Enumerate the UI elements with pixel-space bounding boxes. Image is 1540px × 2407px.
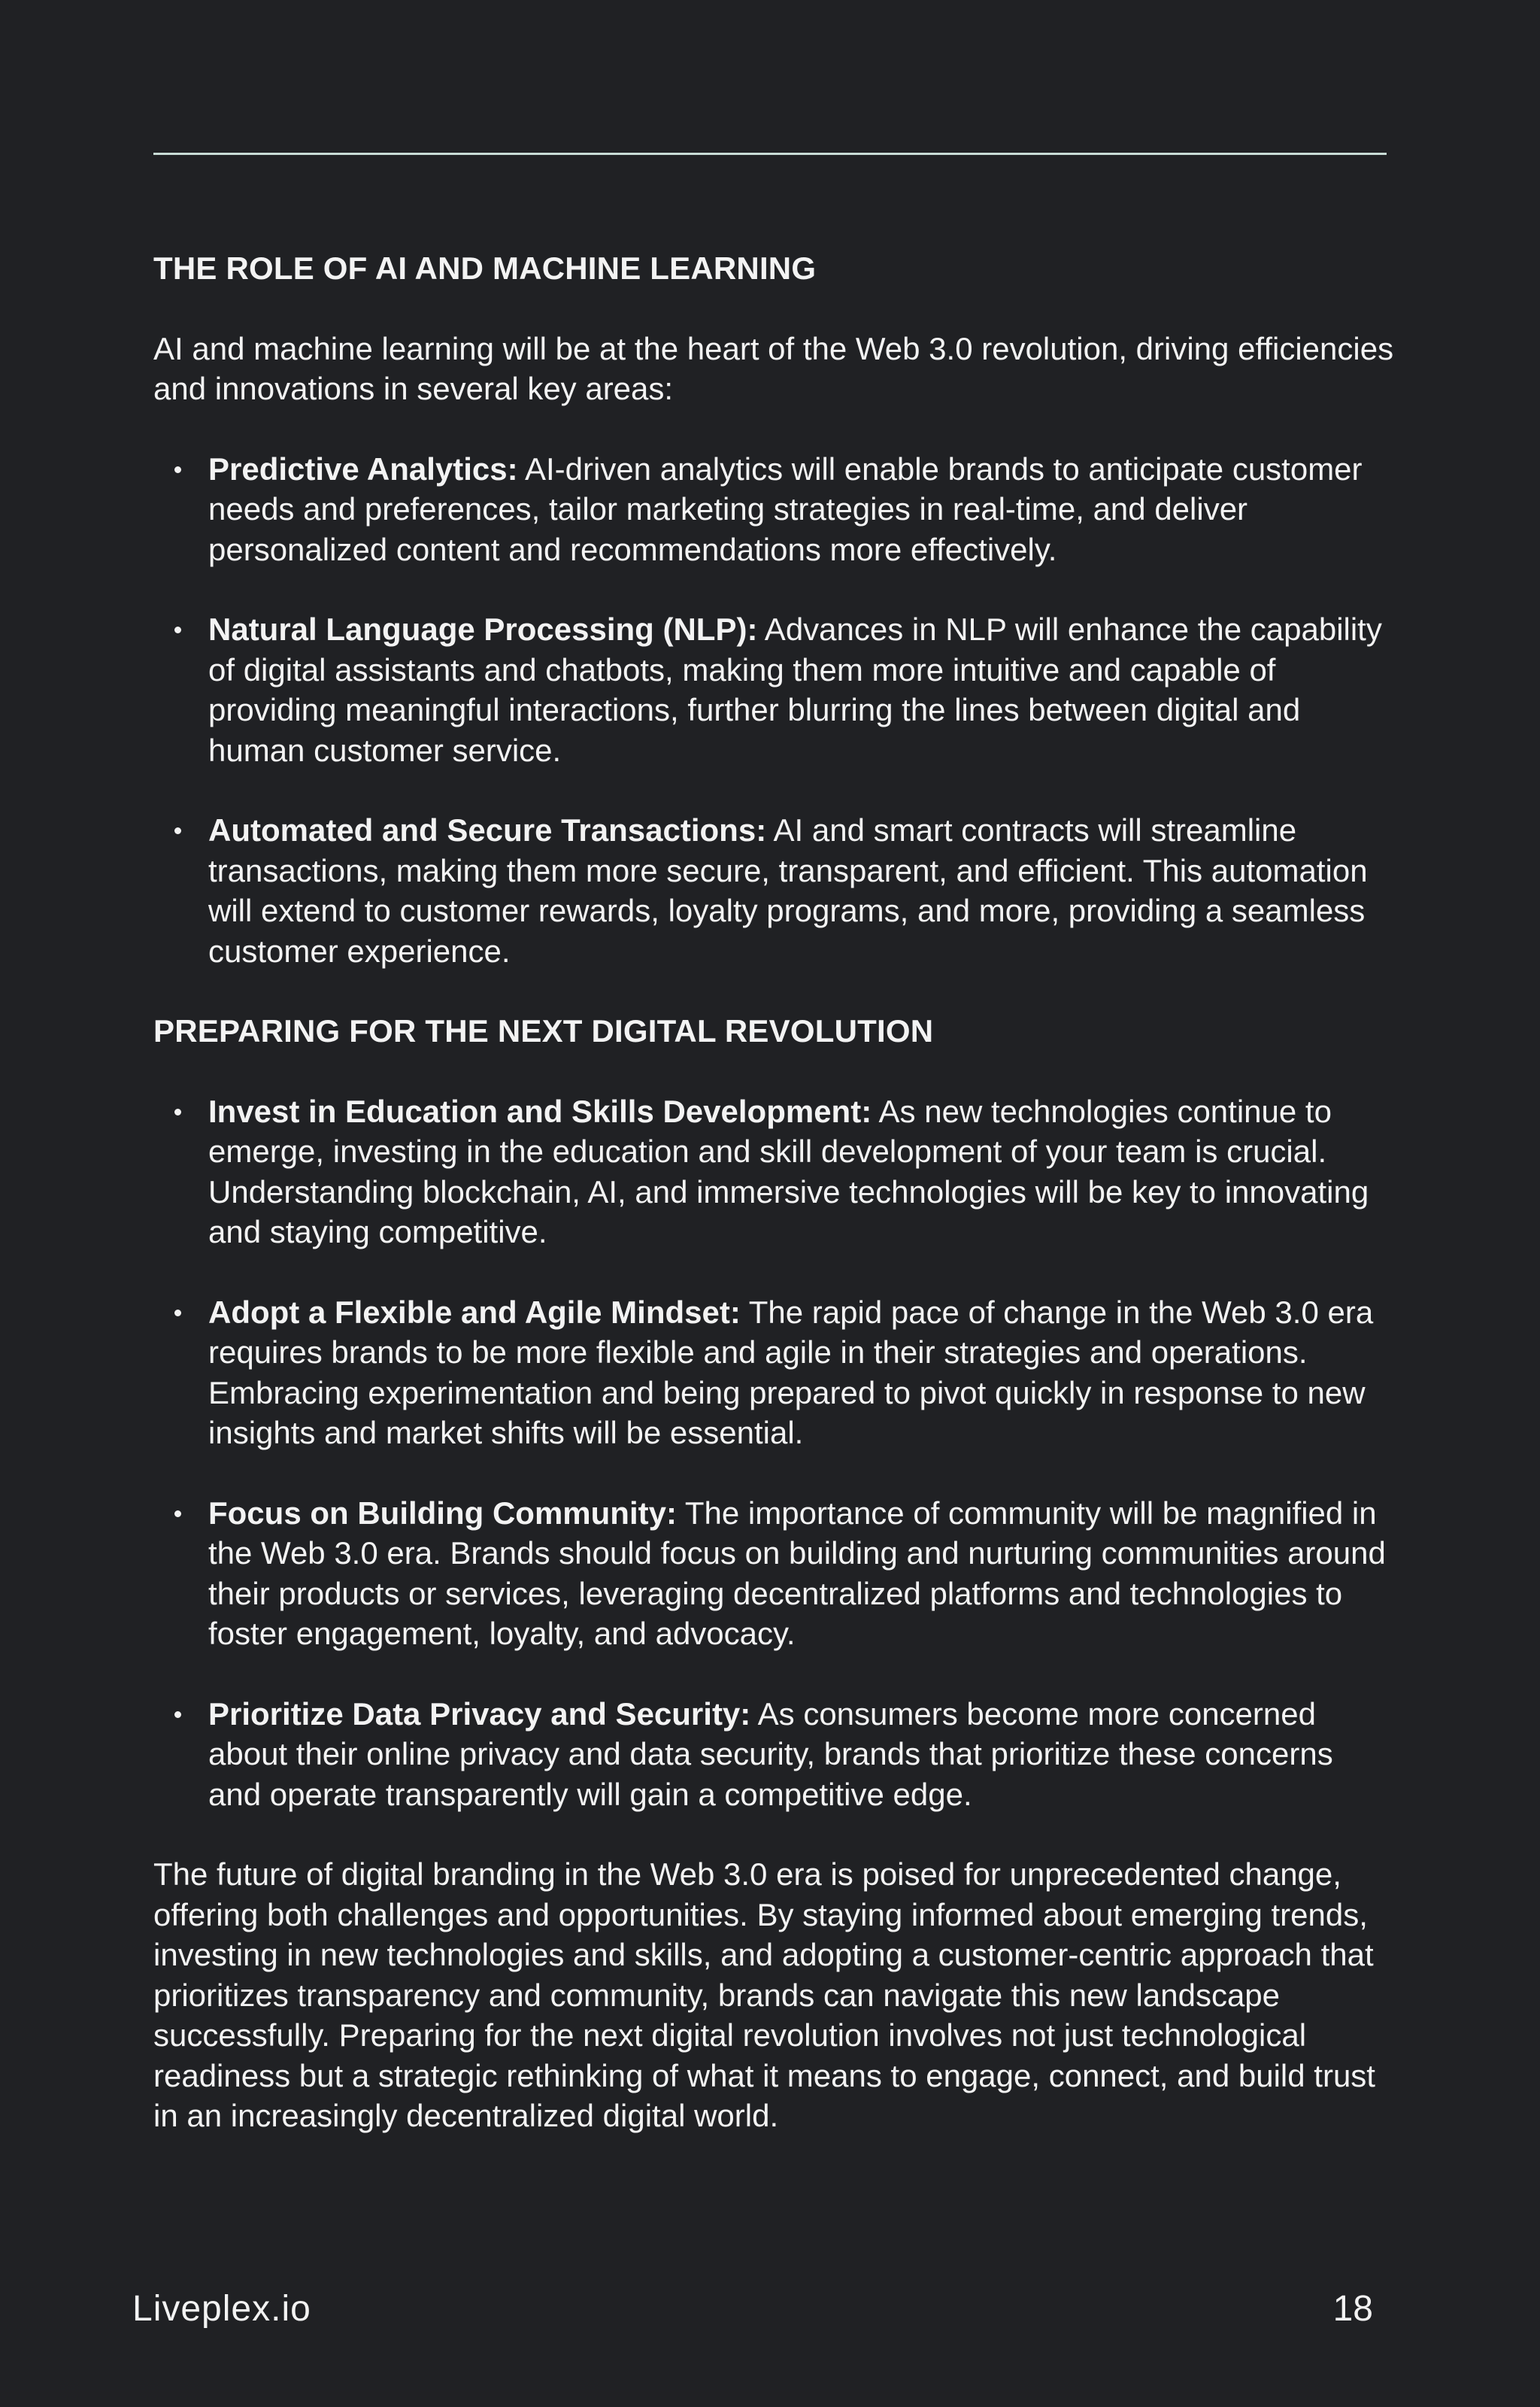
item-text: Advances in NLP will enhance the capability of digital assistants and chatbots, making them more intuitive and capable of providing meaningful interactions, further blurring the lines between digital and human customer service. (208, 612, 1382, 768)
item-term: Automated and Secure Transactions: (208, 812, 767, 848)
page-content (153, 248, 1394, 2136)
list-item (153, 810, 1394, 971)
item-term: Focus on Building Community: (208, 1495, 677, 1531)
item-text: The importance of community will be magnified in the Web 3.0 era. Brands should focus on building and nurturing communities around their products or services, leveraging decentralized platforms and technologies to foster engagement, loyalty, and advocacy. (208, 1495, 1386, 1651)
item-text: As consumers become more concerned about their online privacy and data security, brands that prioritize these concerns and operate transparently will gain a competitive edge. (208, 1695, 1333, 1812)
page-number: 18 (1332, 2289, 1373, 2329)
item-text: AI and smart contracts will streamline transactions, making them more secure, transparent, and efficient. This automation will extend to customer rewards, loyalty programs, and more, providing a seamless customer experience. (208, 812, 1368, 969)
preparation-list (153, 1091, 1394, 1815)
footer-brand: Liveplex.io (132, 2289, 311, 2329)
conclusion-paragraph: The future of digital branding in the Web 3.0 era is poised for unprecedented change, offering both challenges and opportunities. By staying informed about emerging trends, investing in new technologies and skills, and adopting a customer-centric approach that prioritizes transparency and community, brands can navigate this new landscape successfully. Preparing for the next digital revolution involves not just technological readiness but a strategic rethinking of what it means to engage, connect, and build trust in an increasingly decentralized digital world. (153, 1856, 1375, 2133)
item-term: Prioritize Data Privacy and Security: (208, 1695, 751, 1732)
section-heading-ai-ml: THE ROLE OF AI AND MACHINE LEARNING (153, 250, 817, 286)
section-intro: AI and machine learning will be at the heart of the Web 3.0 revolution, driving efficiencies and innovations in several key areas: (153, 330, 1394, 406)
list-item (153, 609, 1394, 770)
item-term: Adopt a Flexible and Agile Mindset: (208, 1294, 741, 1330)
list-item (153, 1091, 1394, 1252)
list-item (153, 449, 1394, 570)
list-item (153, 1694, 1394, 1815)
item-term: Natural Language Processing (NLP): (208, 612, 758, 647)
list-item (153, 1292, 1394, 1453)
item-text: AI-driven analytics will enable brands to anticipate customer needs and preferences, tailor marketing strategies in real-time, and deliver personalized content and recommendations more effectively. (208, 451, 1363, 567)
item-text: As new technologies continue to emerge, investing in the education and skill development of your team is crucial. Understanding blockchain, AI, and immersive technologies will be key to innovating and staying competitive. (208, 1093, 1369, 1249)
ai-ml-list (153, 449, 1394, 972)
item-text: The rapid pace of change in the Web 3.0 era requires brands to be more flexible and agile in their strategies and operations. Embracing experimentation and being prepared to pivot quickly in response to new insights and market shifts will be essential. (208, 1294, 1374, 1450)
section-heading-next-revolution: PREPARING FOR THE NEXT DIGITAL REVOLUTION (153, 1013, 934, 1049)
list-item (153, 1493, 1394, 1654)
header-divider (153, 153, 1387, 155)
item-term: Predictive Analytics: (208, 451, 518, 487)
item-term: Invest in Education and Skills Development: (208, 1093, 872, 1129)
